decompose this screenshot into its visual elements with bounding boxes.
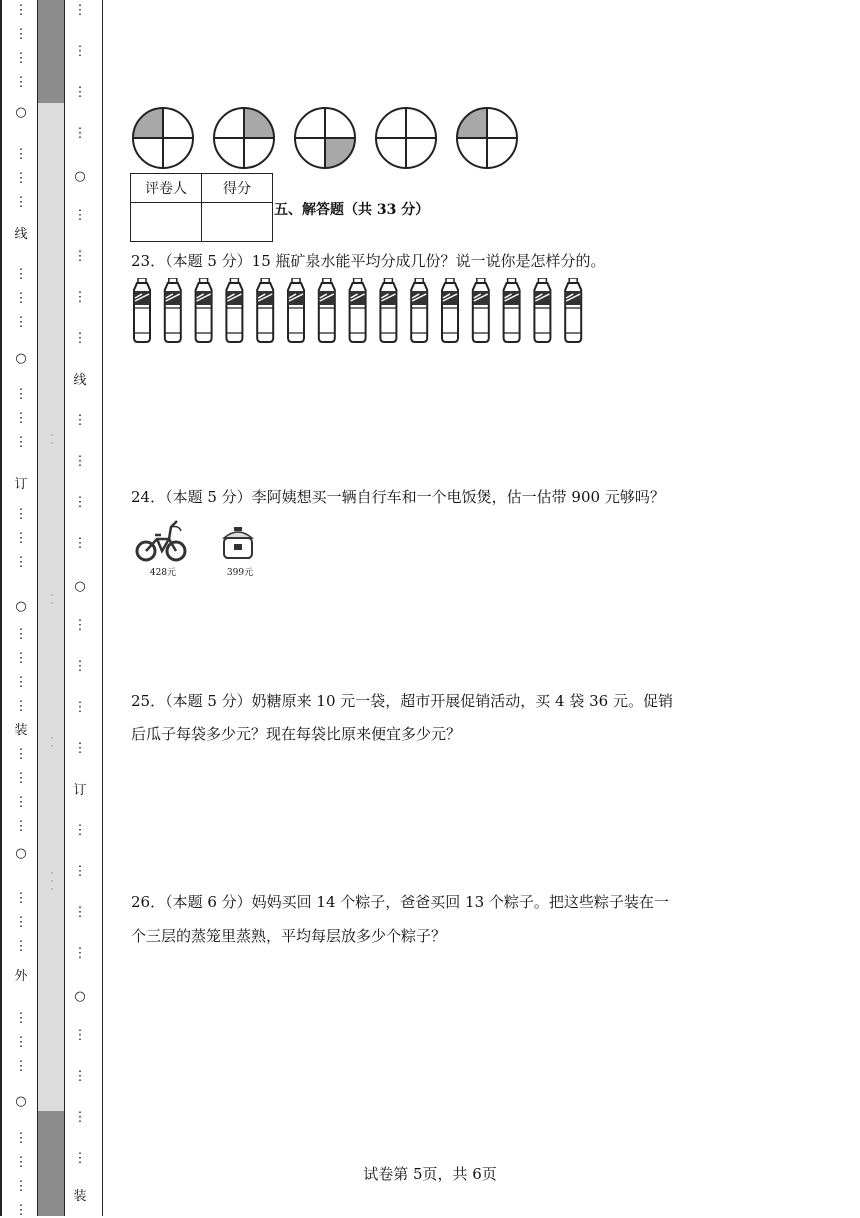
score-table [130, 173, 273, 242]
binding-outer-mark: 线 [14, 227, 28, 242]
water-bottle [534, 278, 550, 342]
water-bottle [257, 278, 273, 342]
question-26-line1: 26．（本题 6 分）妈妈买回 14 个粽子，爸爸买回 13 个粽子。把这些粽子装在一 [131, 893, 669, 911]
binding-inner-dots: ⋮ [73, 208, 87, 223]
binding-outer-mark: ○ [15, 351, 27, 366]
binding-inner-dots: ⋮ [73, 495, 87, 510]
binding-inner-dots: ⋮ [73, 946, 87, 961]
binding-outer-mark: 订 [14, 477, 28, 492]
water-bottle [473, 278, 489, 342]
binding-inner-dots: ⋮ [73, 618, 87, 633]
bicycle-icon [135, 515, 187, 565]
grader-cell[interactable] [131, 203, 202, 242]
binding-outer-mark: 外 [14, 969, 28, 984]
question-25-line1: 25．（本题 5 分）奶糖原来 10 元一袋，超市开展促销活动，买 4 袋 36 元。促销 [131, 692, 673, 710]
rice-cooker-icon [220, 524, 256, 564]
binding-outer-mark: ○ [15, 1094, 27, 1109]
binding-inner-dots: ⋮ [73, 1069, 87, 1084]
binding-outer-dots: ⋮ [14, 1203, 28, 1218]
fraction-circle [133, 108, 193, 168]
binding-inner-dots: ⋮ [73, 1028, 87, 1043]
binding-outer-dots: ⋮ [14, 3, 28, 18]
binding-inner-dots: ⋮ [73, 905, 87, 920]
binding-inner-dots: ⋮ [73, 85, 87, 100]
question-25-line2: 后瓜子每袋多少元？现在每袋比原来便宜多少元？ [131, 725, 462, 743]
binding-inner-dots: ⋮ [73, 331, 87, 346]
binding-outer-dots: ⋮ [14, 1059, 28, 1074]
binding-inner-mark: 订 [73, 783, 87, 798]
water-bottle [411, 278, 427, 342]
question-23: 23．（本题 5 分）15 瓶矿泉水能平均分成几份？说一说你是怎样分的。 [131, 252, 606, 270]
fraction-circles [131, 106, 523, 170]
binding-inner-dots: ⋮ [73, 700, 87, 715]
binding-outer-dots: ⋮ [14, 699, 28, 714]
water-bottle [565, 278, 581, 342]
binding-outer-dots: ⋮ [14, 939, 28, 954]
binding-outer-dots: ⋮ [14, 1035, 28, 1050]
binding-outer-dots: ⋮ [14, 555, 28, 570]
water-bottle [196, 278, 212, 342]
binding-faint-marks: · · [50, 734, 54, 752]
water-bottle [350, 278, 366, 342]
binding-inner-dots: ⋮ [73, 126, 87, 141]
water-bottle [226, 278, 242, 342]
binding-outer-dots: ⋮ [14, 435, 28, 450]
binding-inner-dots: ⋮ [73, 823, 87, 838]
binding-outer-dots: ⋮ [14, 891, 28, 906]
question-26-line2: 个三层的蒸笼里蒸熟，平均每层放多少个粽子？ [131, 927, 447, 945]
fraction-circle [376, 108, 436, 168]
binding-inner-dots: ⋮ [73, 864, 87, 879]
binding-outer-dots: ⋮ [14, 507, 28, 522]
binding-inner-dots: ⋮ [73, 659, 87, 674]
binding-inner-dots: ⋮ [73, 3, 87, 18]
question-24: 24．（本题 5 分）李阿姨想买一辆自行车和一个电饭煲，估一估带 900 元够吗？ [131, 488, 665, 506]
binding-outer-dots: ⋮ [14, 747, 28, 762]
binding-outer-dots: ⋮ [14, 1131, 28, 1146]
binding-outer-dots: ⋮ [14, 291, 28, 306]
water-bottle [442, 278, 458, 342]
binding-inner-mark: ○ [74, 169, 86, 184]
binding-outer-dots: ⋮ [14, 27, 28, 42]
binding-inner-dots: ⋮ [73, 44, 87, 59]
binding-outer-mark: ○ [15, 846, 27, 861]
fraction-circle [214, 108, 274, 168]
binding-outer-dots: ⋮ [14, 771, 28, 786]
binding-outer-dots: ⋮ [14, 675, 28, 690]
binding-inner-dots: ⋮ [73, 1151, 87, 1166]
page-footer: 试卷第 5页，共 6页 [363, 1165, 497, 1183]
binding-outer-dots: ⋮ [14, 411, 28, 426]
binding-inner-dots: ⋮ [73, 536, 87, 551]
water-bottle [134, 278, 150, 342]
grader-header: 评卷人 [131, 174, 202, 203]
binding-outer-dots: ⋮ [14, 1155, 28, 1170]
binding-outer-dots: ⋮ [14, 51, 28, 66]
water-bottle [504, 278, 520, 342]
binding-outer-column [6, 0, 38, 1216]
binding-outer-dots: ⋮ [14, 795, 28, 810]
binding-outer-dots: ⋮ [14, 315, 28, 330]
binding-inner-dots: ⋮ [73, 290, 87, 305]
binding-strip-top [38, 0, 64, 103]
binding-outer-dots: ⋮ [14, 915, 28, 930]
binding-outer-dots: ⋮ [14, 1011, 28, 1026]
binding-inner-dots: ⋮ [73, 741, 87, 756]
binding-inner-mark: ○ [74, 989, 86, 1004]
binding-inner-dots: ⋮ [73, 413, 87, 428]
fraction-circle [295, 108, 355, 168]
binding-outer-dots: ⋮ [14, 627, 28, 642]
binding-inner-mark: 装 [73, 1189, 87, 1204]
water-bottle [380, 278, 396, 342]
score-header: 得分 [202, 174, 273, 203]
binding-outer-dots: ⋮ [14, 171, 28, 186]
binding-outer-mark: 装 [14, 723, 28, 738]
binding-faint-marks: · · [50, 591, 54, 609]
section-title: 五、解答题（共 33 分） [274, 202, 430, 218]
binding-outer-dots: ⋮ [14, 1179, 28, 1194]
water-bottle [288, 278, 304, 342]
water-bottle [165, 278, 181, 342]
binding-outer-dots: ⋮ [14, 267, 28, 282]
binding-inner-column [65, 0, 102, 1216]
binding-inner-dots: ⋮ [73, 1110, 87, 1125]
binding-divider-3 [102, 0, 103, 1216]
binding-inner-mark: 线 [73, 373, 87, 388]
water-bottle [319, 278, 335, 342]
binding-outer-dots: ⋮ [14, 651, 28, 666]
binding-outer-dots: ⋮ [14, 195, 28, 210]
rice-cooker-price: 399元 [226, 568, 254, 578]
water-bottles-illustration [130, 278, 590, 344]
binding-outer-mark: ○ [15, 105, 27, 120]
score-cell[interactable] [202, 203, 273, 242]
binding-faint-marks: · · · [50, 869, 54, 895]
binding-inner-mark: ○ [74, 579, 86, 594]
bicycle-price: 428元 [149, 568, 177, 578]
binding-outer-dots: ⋮ [14, 531, 28, 546]
binding-inner-dots: ⋮ [73, 249, 87, 264]
fraction-circle [457, 108, 517, 168]
binding-outer-dots: ⋮ [14, 387, 28, 402]
binding-outer-mark: ○ [15, 599, 27, 614]
binding-outer-dots: ⋮ [14, 75, 28, 90]
binding-faint-marks: · · [50, 431, 54, 449]
binding-outer-dots: ⋮ [14, 819, 28, 834]
binding-outer-dots: ⋮ [14, 147, 28, 162]
binding-inner-dots: ⋮ [73, 454, 87, 469]
